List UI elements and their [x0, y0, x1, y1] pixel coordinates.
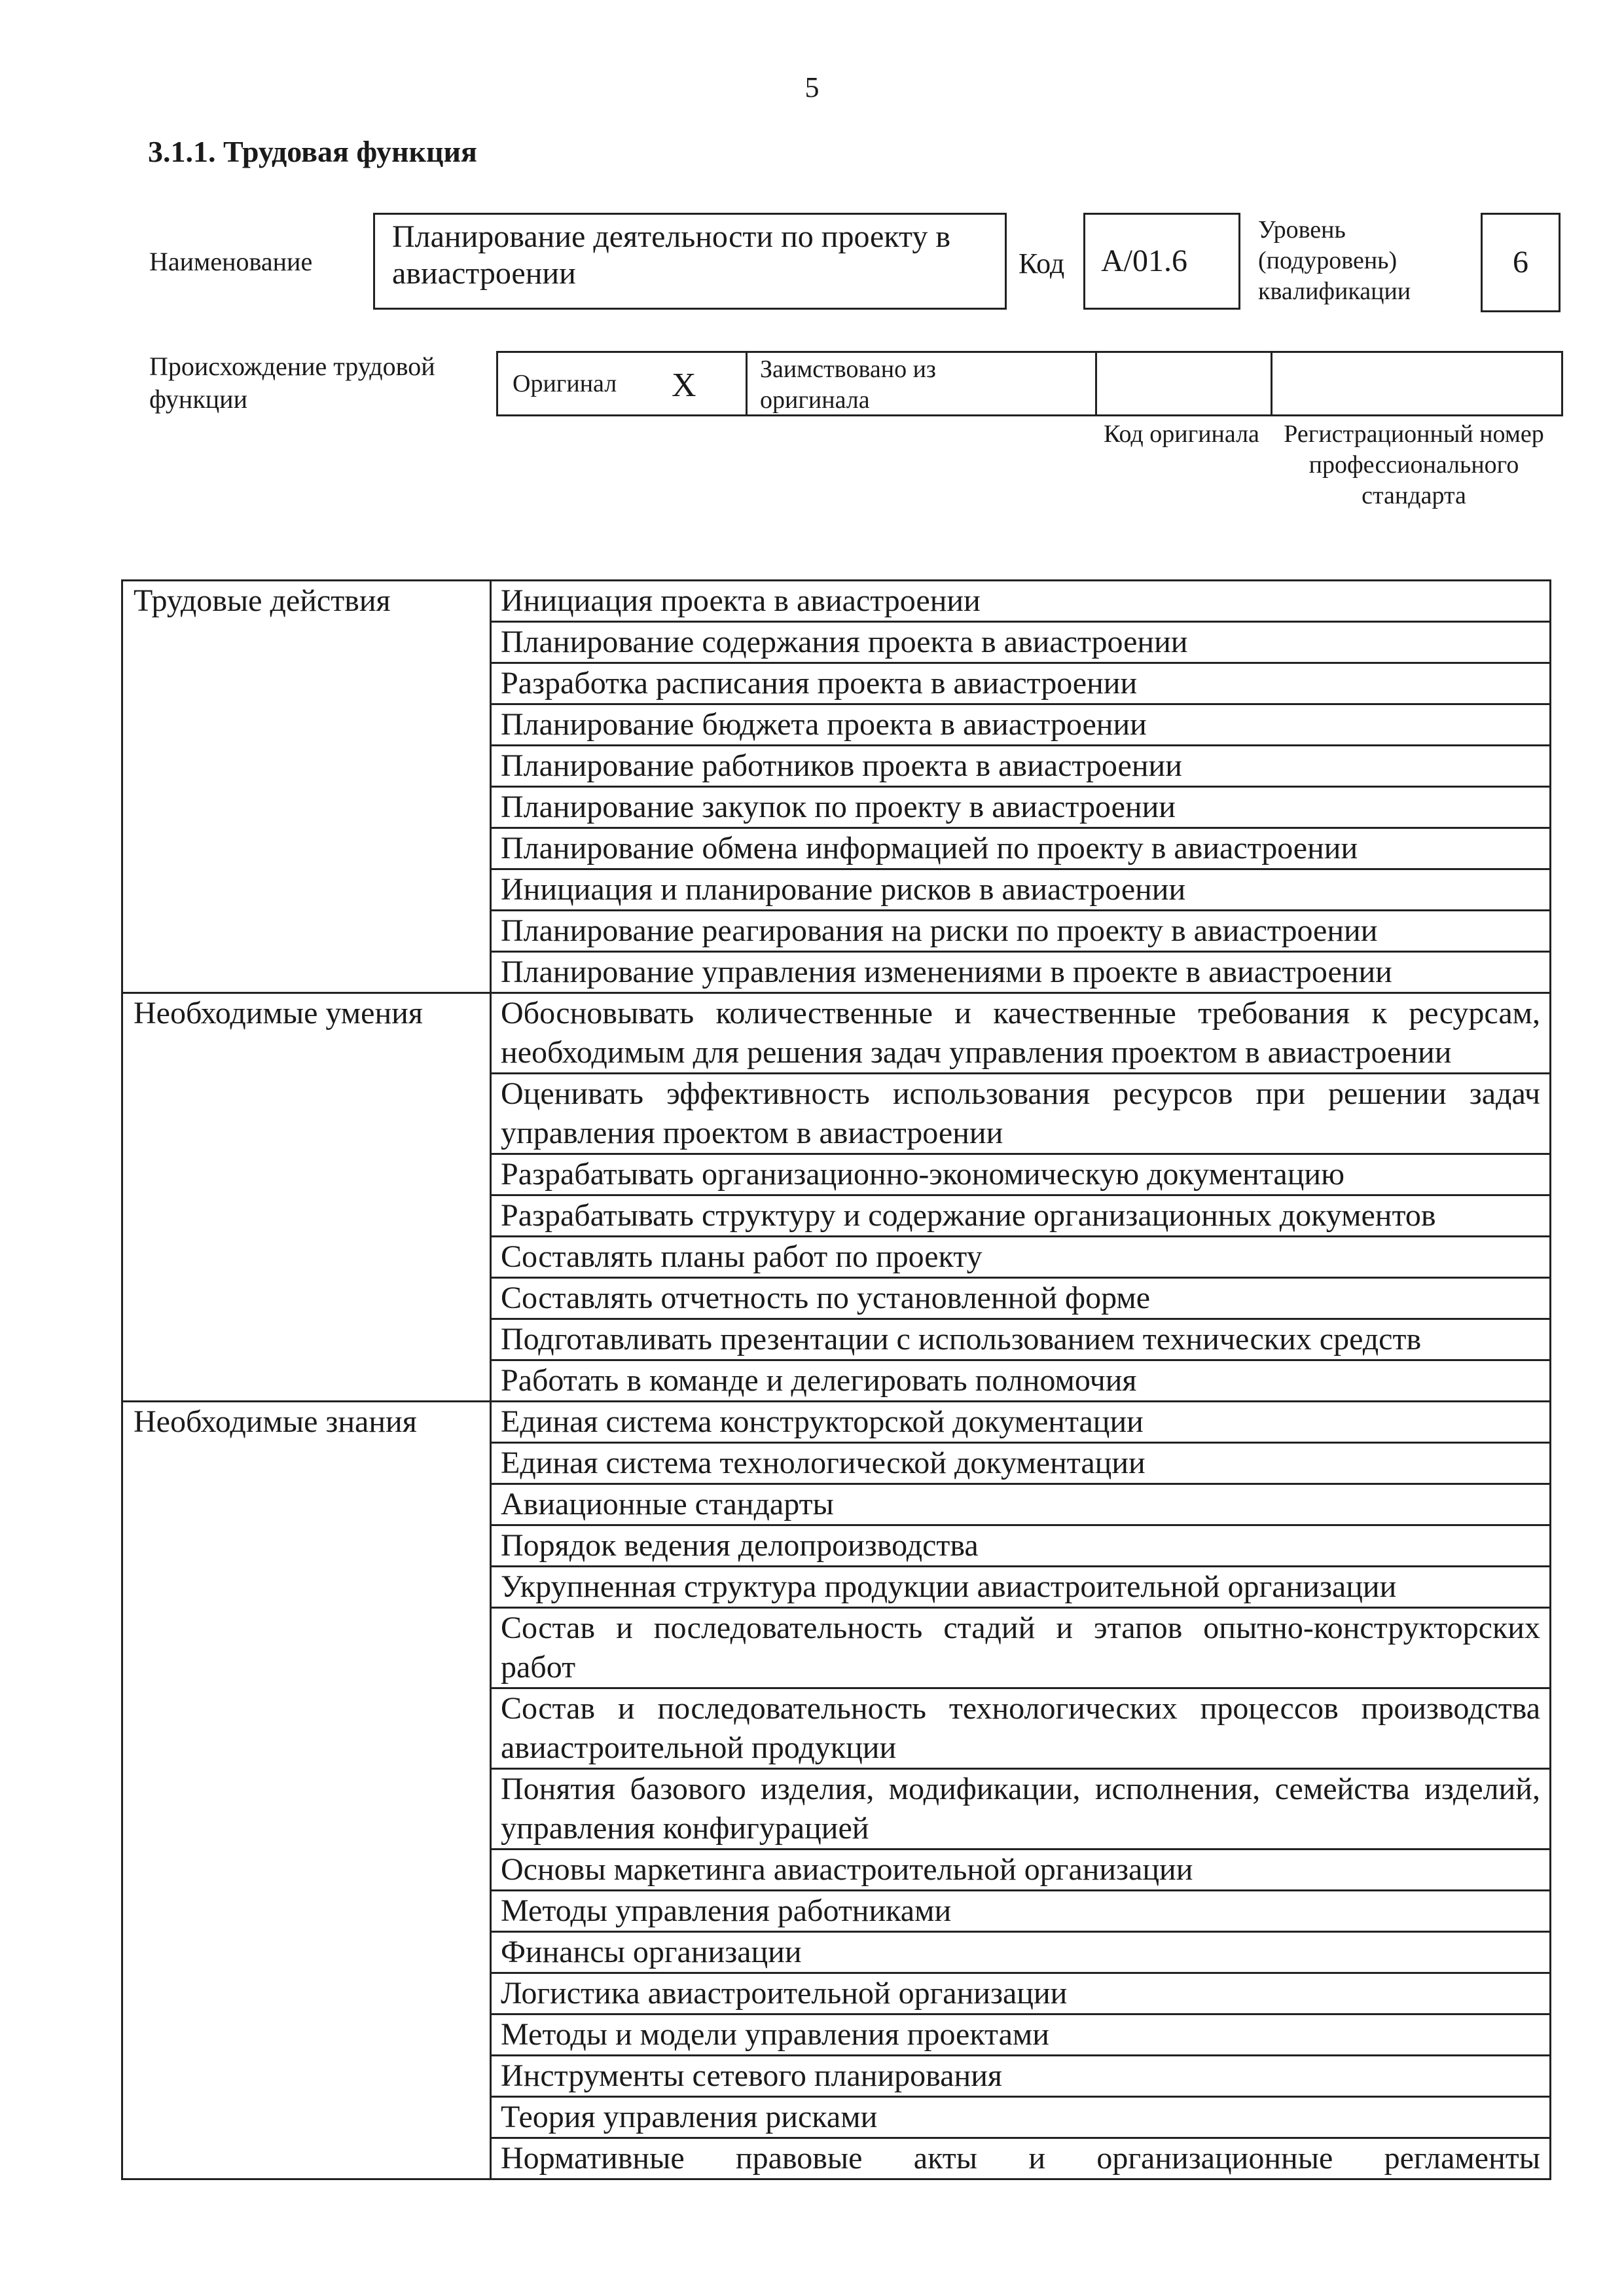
name-value: Планирование деятельности по проекту в авиастроении: [392, 219, 951, 291]
labor-actions-item: Планирование обмена информацией по проекту в авиастроении: [491, 828, 1551, 869]
required-skills-item: Работать в команде и делегировать полномочия: [491, 1360, 1551, 1402]
required-knowledge-item: Единая система технологической документации: [491, 1443, 1551, 1484]
labor-actions-item: Планирование закупок по проекту в авиастроении: [491, 787, 1551, 828]
required-knowledge-item: Теория управления рисками: [491, 2097, 1551, 2138]
section-title: 3.1.1. Трудовая функция: [148, 135, 477, 168]
required-skills-item: Оценивать эффективность использования ресурсов при решении задач управления проектом в авиастроении: [491, 1074, 1551, 1154]
origin-divider-1: [746, 353, 748, 414]
origin-label: Происхождение трудовой функции: [149, 352, 435, 414]
level-label-line1: Уровень: [1258, 216, 1346, 244]
required-knowledge-item: Методы управления работниками: [491, 1891, 1551, 1932]
level-value: 6: [1513, 245, 1528, 280]
table-row: [122, 993, 1551, 1074]
level-value-box: [1481, 213, 1561, 312]
level-label: [1258, 215, 1411, 307]
required-skills-header: Необходимые умения: [122, 993, 491, 1402]
origin-divider-2: [1095, 353, 1097, 414]
required-knowledge-item: Единая система конструкторской документации: [491, 1402, 1551, 1443]
code-label: Код: [1019, 247, 1065, 280]
required-knowledge-item: Методы и модели управления проектами: [491, 2014, 1551, 2056]
required-knowledge-item: Понятия базового изделия, модификации, исполнения, семейства изделий, управления конфигурацией: [491, 1769, 1551, 1850]
origin-divider-3: [1271, 353, 1272, 414]
labor-actions-item: Планирование реагирования на риски по проекту в авиастроении: [491, 911, 1551, 952]
required-knowledge-item: Логистика авиастроительной организации: [491, 1973, 1551, 2014]
required-knowledge-item: Нормативные правовые акты и организационные регламенты: [491, 2138, 1551, 2179]
required-knowledge-item: Укрупненная структура продукции авиастроительной организации: [491, 1567, 1551, 1608]
code-value-box: [1083, 213, 1240, 310]
table-row: [122, 1402, 1551, 1443]
required-knowledge-item: Порядок ведения делопроизводства: [491, 1525, 1551, 1567]
required-skills-item: Разрабатывать организационно-экономическую документацию: [491, 1154, 1551, 1195]
labor-function-table: [121, 579, 1551, 2180]
labor-actions-item: Планирование работников проекта в авиастроении: [491, 746, 1551, 787]
required-skills-item: Составлять планы работ по проекту: [491, 1237, 1551, 1278]
labor-actions-item: Инициация проекта в авиастроении: [491, 581, 1551, 622]
required-knowledge-item: Финансы организации: [491, 1932, 1551, 1973]
name-value-box: [373, 213, 1007, 310]
required-knowledge-item: Инструменты сетевого планирования: [491, 2056, 1551, 2097]
origin-box: [496, 351, 1563, 416]
required-knowledge-item: Основы маркетинга авиастроительной организации: [491, 1850, 1551, 1891]
labor-actions-item: Планирование содержания проекта в авиастроении: [491, 622, 1551, 663]
borrowed-label: Заимствовано из оригинала: [760, 355, 936, 414]
labor-actions-item: Планирование бюджета проекта в авиастроении: [491, 704, 1551, 746]
labor-actions-item: Разработка расписания проекта в авиастроении: [491, 663, 1551, 704]
required-knowledge-item: Авиационные стандарты: [491, 1484, 1551, 1525]
level-label-line3: квалификации: [1258, 278, 1411, 305]
level-label-line2: (подуровень): [1258, 247, 1398, 274]
labor-actions-item: Планирование управления изменениями в проекте в авиастроении: [491, 952, 1551, 993]
reg-number-caption: Регистрационный номер профессионального стандарта: [1284, 420, 1544, 509]
page-number: 5: [804, 71, 820, 103]
required-skills-item: Разрабатывать структуру и содержание организационных документов: [491, 1195, 1551, 1237]
required-knowledge-item: Состав и последовательность стадий и этапов опытно-конструкторских работ: [491, 1608, 1551, 1688]
required-knowledge-item: Состав и последовательность технологических процессов производства авиастроительной продукции: [491, 1688, 1551, 1769]
code-value: A/01.6: [1101, 244, 1187, 278]
required-skills-item: Обосновывать количественные и качественные требования к ресурсам, необходимым для решения задач управления проектом в авиастроении: [491, 993, 1551, 1074]
required-skills-item: Составлять отчетность по установленной форме: [491, 1278, 1551, 1319]
table-row: [122, 581, 1551, 622]
labor-actions-header: Трудовые действия: [122, 581, 491, 993]
original-mark: X: [672, 367, 696, 404]
name-label: Наименование: [149, 247, 313, 276]
original-label: Оригинал: [513, 370, 617, 397]
required-skills-item: Подготавливать презентации с использованием технических средств: [491, 1319, 1551, 1360]
original-code-caption: Код оригинала: [1104, 420, 1259, 448]
labor-actions-item: Инициация и планирование рисков в авиастроении: [491, 869, 1551, 911]
required-knowledge-header: Необходимые знания: [122, 1402, 491, 2179]
